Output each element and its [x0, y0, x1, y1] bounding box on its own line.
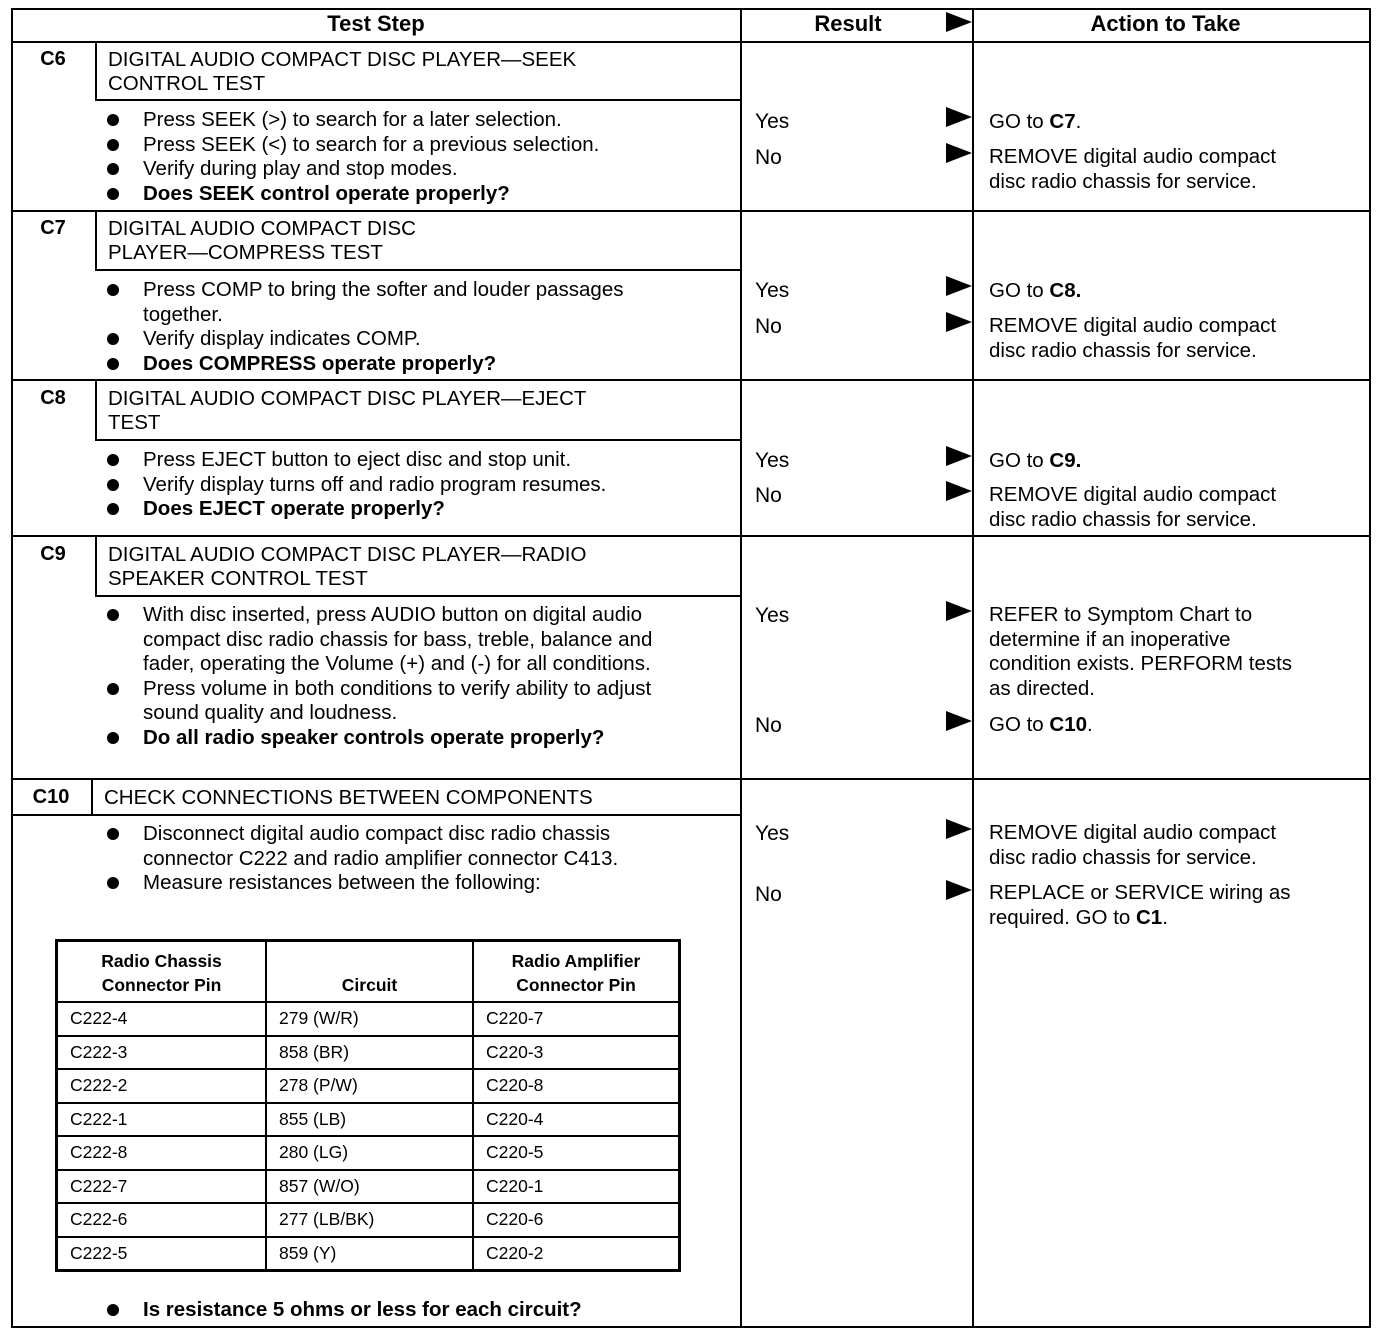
resistance-table [55, 939, 681, 1272]
list-item [105, 352, 625, 377]
table-row [57, 1170, 680, 1204]
list-item [105, 497, 725, 522]
table-cell: C220-8 [473, 1069, 680, 1103]
table-cell: C220-4 [473, 1103, 680, 1137]
arrow-icon [946, 819, 972, 839]
bullet-text: Verify display indicates COMP. [143, 327, 421, 350]
bullet-question: Does EJECT operate properly? [143, 497, 445, 520]
arrow-icon [946, 312, 972, 332]
list-item [105, 603, 705, 677]
arrow-icon [946, 880, 972, 900]
table-cell: C220-7 [473, 1002, 680, 1036]
action-step-ref: C10 [1049, 713, 1087, 736]
table-cell: 858 (BR) [266, 1036, 473, 1070]
table-cell: C220-5 [473, 1136, 680, 1170]
action-line: REPLACE or SERVICE wiring as [989, 881, 1291, 904]
bullet-icon [107, 503, 119, 515]
step-code: C6 [40, 48, 66, 70]
step-separator [11, 379, 1371, 381]
action-text: GO to [989, 713, 1050, 736]
result-yes: Yes [755, 604, 790, 627]
title-line: TEST [108, 411, 161, 434]
table-row [57, 1203, 680, 1237]
no-action [989, 145, 1359, 194]
table-cell: 859 (Y) [266, 1237, 473, 1271]
title-line: DIGITAL AUDIO COMPACT DISC [108, 217, 416, 240]
table-cell: 280 (LG) [266, 1136, 473, 1170]
yes-action [989, 279, 1359, 304]
table-row [57, 1136, 680, 1170]
arrow-icon [946, 446, 972, 466]
title-line: DIGITAL AUDIO COMPACT DISC PLAYER—RADIO [108, 543, 587, 566]
bullet-text: Verify during play and stop modes. [143, 157, 458, 180]
table-cell: C220-2 [473, 1237, 680, 1271]
title-line: PLAYER—COMPRESS TEST [108, 241, 383, 264]
title-divider [95, 269, 742, 271]
action-line [989, 906, 1359, 931]
action-line: REMOVE digital audio compact [989, 145, 1277, 168]
action-tail: . [1087, 713, 1093, 736]
list-item [105, 108, 725, 133]
table-row [57, 1002, 680, 1036]
table-row [57, 1036, 680, 1070]
bullet-icon [107, 188, 119, 200]
action-text: required. GO to [989, 905, 1136, 929]
table-cell: 279 (W/R) [266, 1002, 473, 1036]
title-divider [95, 595, 742, 597]
title-line: CHECK CONNECTIONS BETWEEN COMPONENTS [104, 786, 593, 809]
step-separator [11, 535, 1371, 537]
yes-action [989, 821, 1359, 870]
result-no: No [755, 484, 782, 507]
bullet-icon [107, 479, 119, 491]
action-text: GO to [989, 449, 1050, 472]
table-row [57, 1237, 680, 1271]
list-item [105, 133, 725, 158]
result-yes: Yes [755, 110, 790, 133]
bullet-icon [107, 139, 119, 151]
action-line: disc radio chassis for service. [989, 507, 1257, 531]
bullet-text: Measure resistances between the following: [143, 871, 541, 894]
bullet-text: Press EJECT button to eject disc and stop unit. [143, 448, 572, 471]
table-cell: C220-1 [473, 1170, 680, 1204]
yes-action [989, 603, 1359, 701]
action-line: REMOVE digital audio compact [989, 483, 1277, 506]
bullet-text: Press SEEK (>) to search for a later selection. [143, 108, 562, 131]
step-title [108, 48, 728, 96]
bullet-icon [107, 877, 119, 889]
result-yes: Yes [755, 279, 790, 302]
arrow-icon [946, 601, 972, 621]
bullet-question: Is resistance 5 ohms or less for each circuit? [143, 1298, 582, 1321]
list-item [105, 726, 705, 751]
bullet-icon [107, 163, 119, 175]
bullet-text: With disc inserted, press AUDIO button on digital audio compact disc radio chassis for bass, treble, balance and fader, operating the Volume (+) and (-) for all conditions. [143, 603, 653, 675]
step-bullets [105, 1298, 725, 1323]
code-divider [91, 778, 93, 816]
table-cell: C222-2 [57, 1069, 267, 1103]
table-bottom-border [11, 1326, 1371, 1328]
header-action: Action to Take [1090, 11, 1241, 36]
bullet-text: Press COMP to bring the softer and louder passages together. [143, 278, 624, 326]
header-result: Result [814, 11, 882, 36]
column-header: Radio Amplifier Connector Pin [473, 941, 680, 1003]
bullet-question: Does COMPRESS operate properly? [143, 351, 497, 375]
bullet-icon [107, 333, 119, 345]
code-divider [95, 379, 97, 441]
step-separator [11, 210, 1371, 212]
table-row [57, 1069, 680, 1103]
table-cell: 278 (P/W) [266, 1069, 473, 1103]
table-cell: C222-5 [57, 1237, 267, 1271]
step-code: C7 [40, 217, 66, 239]
bullet-text: Press volume in both conditions to verify ability to adjust sound quality and loudness. [143, 676, 652, 724]
result-yes: Yes [755, 822, 790, 845]
header-bottom-border [11, 41, 1371, 43]
arrow-icon [946, 481, 972, 501]
header-arrow-icon [946, 12, 972, 32]
action-line: determine if an inoperative [989, 627, 1231, 651]
action-line: condition exists. PERFORM tests [989, 652, 1293, 675]
no-action [989, 713, 1359, 738]
list-item [105, 278, 625, 327]
result-no: No [755, 146, 782, 169]
action-tail: . [1162, 905, 1168, 929]
step-title [108, 217, 728, 265]
table-cell: C222-7 [57, 1170, 267, 1204]
code-divider [95, 535, 97, 597]
arrow-icon [946, 276, 972, 296]
action-text: GO to [989, 110, 1050, 133]
action-step-ref: C8. [1049, 279, 1082, 302]
step-title [104, 786, 724, 810]
no-action [989, 881, 1359, 930]
code-divider [95, 41, 97, 101]
step-code: C9 [40, 543, 66, 565]
table-cell: 857 (W/O) [266, 1170, 473, 1204]
bullet-icon [107, 114, 119, 126]
no-action [989, 483, 1359, 532]
result-yes: Yes [755, 449, 790, 472]
bullet-icon [107, 683, 119, 695]
arrow-icon [946, 143, 972, 163]
title-divider [95, 439, 742, 441]
bullet-text: Disconnect digital audio compact disc radio chassis connector C222 and radio amplifier connector C413. [143, 822, 619, 870]
action-line: REMOVE digital audio compact [989, 314, 1277, 337]
table-left-border [11, 8, 13, 1328]
list-item [105, 871, 665, 896]
result-no: No [755, 883, 782, 906]
yes-action [989, 110, 1359, 135]
bullet-question: Do all radio speaker controls operate properly? [143, 725, 605, 749]
yes-action [989, 449, 1359, 474]
step-bullets [105, 448, 725, 522]
bullet-icon [107, 732, 119, 744]
result-column-divider [740, 8, 742, 1328]
table-header-row [57, 941, 680, 1003]
no-action [989, 314, 1359, 363]
bullet-icon [107, 284, 119, 296]
arrow-icon [946, 107, 972, 127]
list-item [105, 677, 705, 726]
code-divider [95, 210, 97, 271]
action-line: disc radio chassis for service. [989, 169, 1257, 193]
action-step-ref: C7 [1049, 110, 1076, 133]
table-cell: C222-1 [57, 1103, 267, 1137]
action-line: as directed. [989, 676, 1095, 700]
column-header: Circuit [266, 941, 473, 1003]
table-cell: C220-6 [473, 1203, 680, 1237]
action-line: REMOVE digital audio compact [989, 821, 1277, 844]
arrow-icon [946, 711, 972, 731]
action-tail: . [1075, 110, 1082, 133]
bullet-question: Does SEEK control operate properly? [143, 181, 510, 205]
action-line: disc radio chassis for service. [989, 845, 1257, 869]
step-separator [11, 778, 1371, 780]
table-cell: C222-3 [57, 1036, 267, 1070]
action-line: disc radio chassis for service. [989, 338, 1257, 362]
list-item [105, 473, 725, 498]
list-item [105, 157, 725, 182]
bullet-text: Verify display turns off and radio program resumes. [143, 472, 607, 496]
step-code: C10 [32, 786, 70, 808]
result-no: No [755, 315, 782, 338]
bullet-icon [107, 828, 119, 840]
step-bullets [105, 278, 625, 376]
step-bullets [105, 822, 665, 896]
table-cell: C220-3 [473, 1036, 680, 1070]
title-line: DIGITAL AUDIO COMPACT DISC PLAYER—EJECT [108, 387, 587, 410]
step-bullets [105, 603, 705, 750]
title-line: SPEAKER CONTROL TEST [108, 567, 368, 590]
table-cell: C222-8 [57, 1136, 267, 1170]
table-right-border [1369, 8, 1371, 1328]
table-cell: C222-4 [57, 1002, 267, 1036]
bullet-icon [107, 609, 119, 621]
title-line: DIGITAL AUDIO COMPACT DISC PLAYER—SEEK [108, 48, 577, 71]
result-no: No [755, 714, 782, 737]
title-divider [11, 814, 742, 816]
header-test-step: Test Step [327, 11, 425, 36]
step-bullets [105, 108, 725, 206]
step-title [108, 387, 728, 435]
table-cell: C222-6 [57, 1203, 267, 1237]
action-text: GO to [989, 279, 1050, 302]
title-line: CONTROL TEST [108, 72, 266, 95]
step-title [108, 543, 728, 591]
table-top-border [11, 8, 1371, 10]
list-item [105, 327, 625, 352]
action-step-ref: C9. [1049, 449, 1082, 472]
action-column-divider [972, 8, 974, 1328]
bullet-icon [107, 454, 119, 466]
bullet-icon [107, 1304, 119, 1316]
list-item [105, 1298, 725, 1323]
column-header: Radio Chassis Connector Pin [57, 941, 267, 1003]
list-item [105, 182, 725, 207]
list-item [105, 822, 665, 871]
title-divider [95, 99, 742, 101]
bullet-text: Press SEEK (<) to search for a previous selection. [143, 132, 600, 156]
action-step-ref: C1 [1135, 905, 1163, 929]
list-item [105, 448, 725, 473]
step-code: C8 [40, 387, 66, 409]
table-cell: 277 (LB/BK) [266, 1203, 473, 1237]
table-row [57, 1103, 680, 1137]
table-cell: 855 (LB) [266, 1103, 473, 1137]
action-line: REFER to Symptom Chart to [989, 603, 1253, 626]
bullet-icon [107, 358, 119, 370]
